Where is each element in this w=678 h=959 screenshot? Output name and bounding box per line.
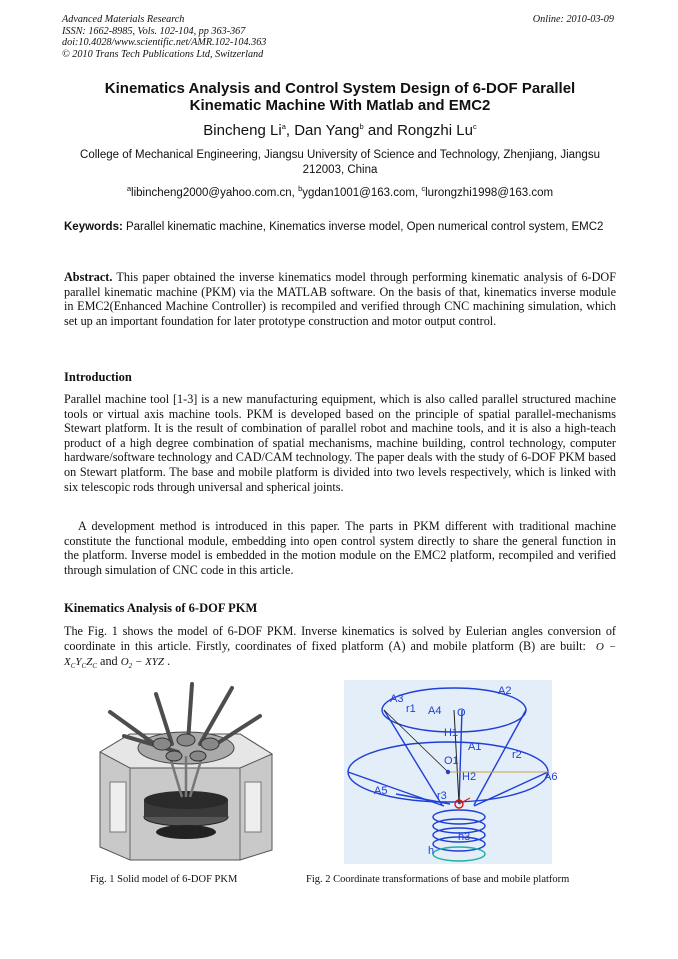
keywords — [64, 220, 616, 235]
email-c: lurongzhi1998@163.com — [425, 186, 554, 199]
doi: doi:10.4028/www.scientific.net/AMR.102-104.363 — [62, 37, 267, 49]
email-sup-a: a — [126, 184, 132, 193]
author-1: Bincheng Li — [203, 122, 282, 139]
eq1-z: Z — [86, 656, 93, 669]
online-date: Online: 2010-03-09 — [532, 14, 614, 25]
intro-paragraph-1: Parallel machine tool [1-3] is a new manufacturing equipment, which is also called parallel structured machine tools or virtual axis machine tools. PKM is developed based on the principle of spatial parallel-mechanisms Stewart platform. It is the result of combination of parallel robot and machine tools, and it is also a high-teach product of a high degree combination of spatial mechanisms, machine building, control technology, computer hardware/software technology and CAD/CAM technology. The paper deals with the study of 6-DOF PKM based on Stewart platform. The base and mobile platform is divided into two levels respectively, which is linked with six telescopic rods through universal and spherical joints. — [64, 392, 616, 494]
email-sup-c: c — [421, 184, 426, 193]
label-a1: A1 — [468, 741, 482, 753]
author-1-sup: a — [281, 122, 286, 131]
label-h: h — [428, 845, 435, 857]
eq2-rest: − XYZ — [132, 656, 165, 669]
abstract-label: Abstract. — [64, 270, 113, 284]
intro-paragraph-2: A development method is introduced in this paper. The parts in PKM different with traditional machine constitute the functional module, embedding into open control system directly to share the general function in the platform. Inverse model is embedded in the motion module on the EMC2 platform, recompiled and verified through simulation of CNC code in this article. — [64, 519, 616, 577]
affiliation: College of Mechanical Engineering, Jiangsu University of Science and Technology, Zhenjiang, Jiangsu 212003, China — [80, 149, 600, 176]
authors — [60, 122, 620, 139]
title-line-2: Kinematic Machine With Matlab and EMC2 — [189, 97, 491, 114]
paper-title — [60, 80, 620, 114]
kinematics-heading: Kinematics Analysis of 6-DOF PKM — [64, 601, 258, 615]
emails — [60, 184, 620, 199]
intro-heading: Introduction — [64, 370, 132, 384]
label-r1: r1 — [406, 703, 416, 715]
equation-2 — [120, 656, 165, 671]
figure-1-caption: Fig. 1 Solid model of 6-DOF PKM — [90, 874, 238, 885]
eq1-main: O − X — [64, 640, 617, 669]
label-a6: A6 — [544, 771, 558, 783]
issn: ISSN: 1662-8985, Vols. 102-104, pp 363-367 — [62, 25, 246, 37]
label-a2: A2 — [498, 685, 512, 697]
abstract — [64, 270, 616, 328]
label-a4: A4 — [428, 705, 442, 717]
email-sup-b: b — [298, 184, 303, 193]
eq2-main: O — [120, 656, 129, 669]
keywords-label: Keywords: — [64, 221, 123, 233]
label-a5: A5 — [374, 785, 388, 797]
label-o1: O1 — [444, 755, 459, 767]
period: . — [164, 654, 171, 669]
email-b: ygdan1001@163.com, — [302, 186, 422, 199]
label-r2: r2 — [512, 749, 522, 761]
abstract-text: This paper obtained the inverse kinematics model through performing kinematic analysis of 6-DOF parallel kinematic machine (PKM) via the MATLAB software. On the basis of that, kinematics inverse module in EMC2(Enhanced Machine Controller) is recompiled and verified through CNC machining simulation, which set up an important foundation for later prototype construction and motor output control. — [64, 270, 616, 328]
figure-1-solid-model — [90, 682, 280, 860]
eq1-sub-x: C — [70, 662, 76, 671]
eq1-sub-z: C — [92, 662, 97, 671]
kinematics-paragraph — [64, 624, 616, 674]
eq1-sub-y: C — [81, 662, 87, 671]
label-h2: H2 — [462, 771, 477, 783]
title-line-1: Kinematics Analysis and Control System Design of 6-DOF Parallel — [104, 80, 576, 97]
label-h1: H1 — [444, 727, 459, 739]
author-3: and Rongzhi Lu — [363, 122, 473, 139]
eq1-y: Y — [75, 656, 82, 669]
author-3-sup: c — [472, 122, 477, 131]
author-2: , Dan Yang — [285, 122, 360, 139]
kinematics-text: The Fig. 1 shows the model of 6-DOF PKM. Inverse kinematics is solved by Eulerian angles conversion of coordinate in this article. Firstly, coordinates of fixed platform (A) and mobile platform (B) are built: — [64, 624, 616, 653]
author-2-sup: b — [359, 122, 364, 131]
figure-2-caption: Fig. 2 Coordinate transformations of base and mobile platform — [306, 874, 570, 885]
label-o: O — [457, 707, 466, 719]
label-h3: h3 — [458, 831, 471, 843]
label-r3: r3 — [437, 790, 447, 802]
and-text: and — [97, 654, 121, 669]
eq2-sub: 2 — [128, 662, 133, 671]
figure-2-coordinate-diagram — [344, 680, 558, 864]
copyright: © 2010 Trans Tech Publications Ltd, Switzerland — [62, 48, 264, 60]
label-a3: A3 — [390, 693, 404, 705]
keywords-text: Parallel kinematic machine, Kinematics inverse model, Open numerical control system, EMC2 — [122, 221, 604, 233]
journal-meta — [62, 14, 266, 60]
journal-name: Advanced Materials Research — [62, 14, 185, 25]
email-a: libincheng2000@yahoo.com.cn, — [131, 186, 299, 199]
